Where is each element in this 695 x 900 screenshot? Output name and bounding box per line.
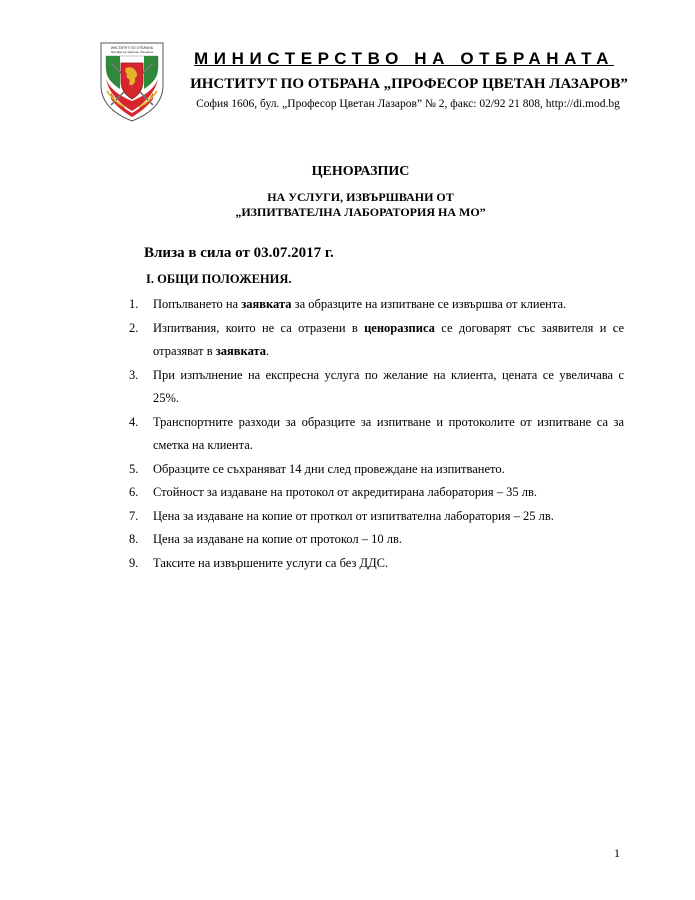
- item-number: 7.: [129, 508, 139, 523]
- list-item: [120, 317, 624, 364]
- item-text: Транспортните разходи за образците за изпитване и протоколите от изпитване са за сметка на клиента.: [153, 414, 624, 452]
- item-number: 3.: [129, 367, 139, 382]
- item-number: 5.: [129, 461, 139, 476]
- list-item: [120, 293, 624, 317]
- item-number: 6.: [129, 485, 139, 499]
- list-item: [120, 411, 624, 458]
- item-number: 4.: [129, 414, 139, 429]
- list-item: [120, 364, 624, 411]
- document-title: ЦЕНОРАЗПИС: [311, 164, 410, 179]
- provisions-list: [120, 293, 624, 575]
- item-text: Таксите на извършените услуги са без ДДС.: [153, 555, 389, 570]
- item-text: Стойност за издаване на протокол от акредитирана лаборатория – 35 лв.: [153, 485, 537, 499]
- item-text: Попълването на заявката за образците на изпитване се извършва от клиента.: [153, 297, 567, 311]
- svg-text:ИНСТИТУТ ПО ОТБРАНА: ИНСТИТУТ ПО ОТБРАНА: [111, 46, 153, 50]
- list-item: [120, 458, 624, 482]
- item-text: Цена за издаване на копие от проткол от изпитвателна лаборатория – 25 лв.: [153, 508, 554, 523]
- list-item: [120, 481, 624, 505]
- subtitle-line-1: НА УСЛУГИ, ИЗВЪРШВАНИ ОТ: [267, 190, 454, 204]
- item-text: При изпълнение на експресна услуга по желание на клиента, цената се увеличава с 25%.: [153, 367, 624, 405]
- list-item: [120, 528, 624, 552]
- institute-address: София 1606, бул. „Професор Цветан Лазаров” № 2, факс: 02/92 21 808, http://di.mod.bg: [196, 98, 620, 110]
- list-item: [120, 552, 624, 576]
- list-item: [120, 505, 624, 529]
- item-number: 8.: [129, 532, 139, 546]
- document-subtitle: [0, 190, 695, 220]
- section-heading: I. ОБЩИ ПОЛОЖЕНИЯ.: [146, 272, 292, 286]
- ministry-heading: МИНИСТЕРСТВО НА ОТБРАНАТА: [194, 49, 614, 68]
- page-number: 1: [614, 846, 620, 860]
- effective-date: Влиза в сила от 03.07.2017 г.: [144, 245, 334, 261]
- institute-emblem-icon: [97, 41, 167, 123]
- item-number: 9.: [129, 555, 139, 570]
- svg-text:Професор Цветан Лазаров: Професор Цветан Лазаров: [110, 50, 154, 54]
- item-text: Цена за издаване на копие от протокол – 10 лв.: [153, 532, 403, 546]
- subtitle-line-2: „ИЗПИТВАТЕЛНА ЛАБОРАТОРИЯ НА МО”: [235, 205, 486, 219]
- item-number: 1.: [129, 297, 139, 311]
- item-text: Изпитвания, които не са отразени в ценоразписа се договарят със заявителя и се отразяват в заявката.: [153, 320, 624, 358]
- item-text: Образците се съхраняват 14 дни след провеждане на изпитването.: [153, 461, 505, 476]
- item-number: 2.: [129, 320, 139, 335]
- institute-name: ИНСТИТУТ ПО ОТБРАНА „ПРОФЕСОР ЦВЕТАН ЛАЗАРОВ”: [190, 76, 628, 92]
